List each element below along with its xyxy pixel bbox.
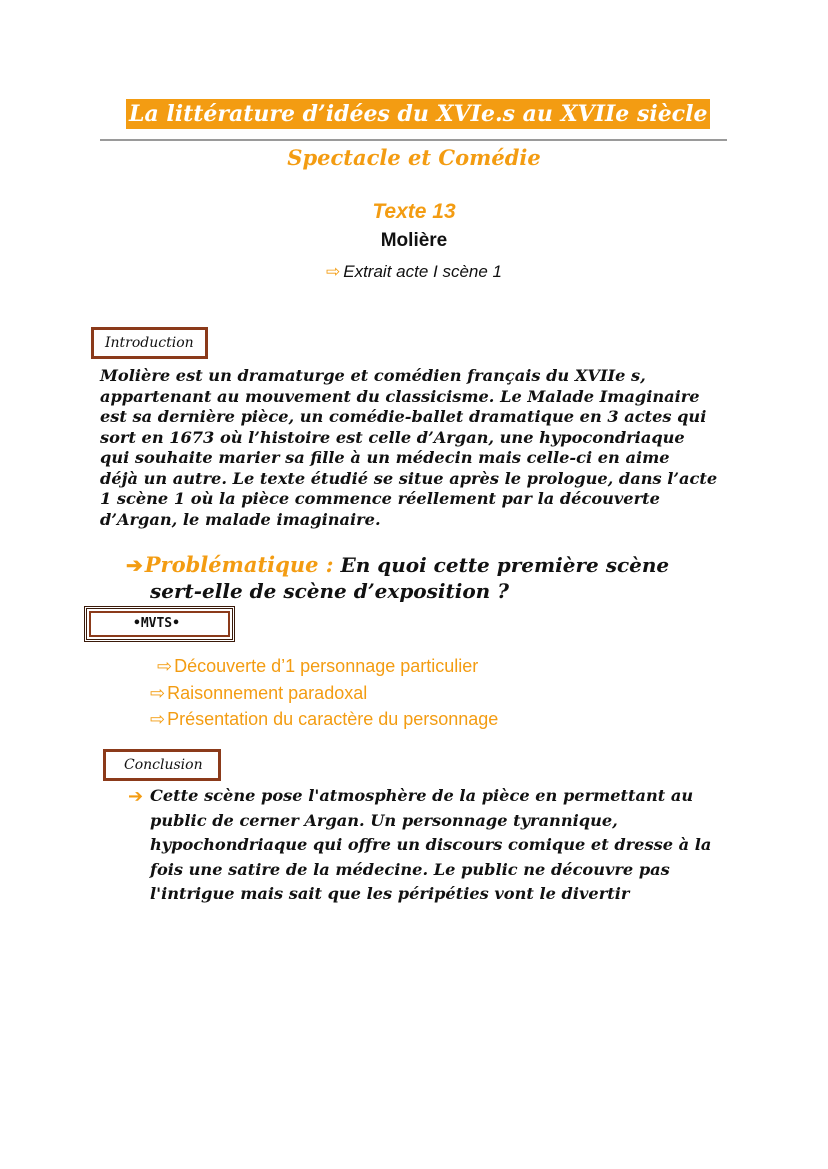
conclusion-line: l'intrigue mais sait que les péripéties vont le divertir	[150, 884, 630, 904]
right-arrow-icon: ⇨	[150, 682, 166, 703]
author-name: Molière	[380, 230, 448, 251]
introduction-line: sort en 1673 où l’histoire est celle d’Argan, une hypocondriaque	[100, 427, 685, 447]
introduction-label: Introduction	[91, 327, 208, 359]
problematique-question: En quoi cette première scène	[340, 553, 670, 577]
text-number: Texte 13	[372, 200, 456, 223]
introduction-line: est sa dernière pièce, un comédie-ballet dramatique en 3 actes qui	[100, 407, 707, 426]
movements-label: •MVTS•	[84, 606, 235, 642]
conclusion-line: fois une satire de la médecine. Le public ne découvre pas	[150, 859, 670, 879]
movement-item: ⇨ Présentation du caractère du personnage	[150, 709, 499, 729]
conclusion-line: Cette scène pose l'atmosphère de la pièce en permettant au	[150, 786, 694, 805]
problematique-question-continued: sert-elle de scène d’exposition ?	[150, 579, 509, 603]
conclusion-line: public de cerner Argan. Un personnage tyrannique,	[150, 810, 618, 830]
introduction-line: Molière est un dramaturge et comédien français du XVIIe s,	[100, 366, 646, 385]
movements-list	[150, 653, 498, 733]
introduction-line: appartenant au mouvement du classicisme. Le Malade Imaginaire	[100, 386, 700, 406]
extract-reference	[0, 262, 828, 282]
right-arrow-icon: ⇨	[150, 709, 166, 729]
introduction-line: qui souhaite marier sa fille à un médecin mais celle-ci en aime	[100, 448, 670, 467]
conclusion-label: Conclusion	[103, 749, 221, 781]
problematique-label: Problématique :	[144, 552, 334, 577]
introduction-line: déjà un autre. Le texte étudié se situe après le prologue, dans l’acte	[100, 468, 718, 488]
introduction-line: 1 scène 1 où la pièce commence réellement par la découverte	[100, 489, 660, 508]
extract-label: Extrait acte I scène 1	[343, 262, 502, 281]
movement-item: ⇨ Découverte d’1 personnage particulier	[157, 656, 479, 676]
page-subtitle: Spectacle et Comédie	[287, 145, 541, 170]
movement-item: ⇨ Raisonnement paradoxal	[150, 682, 368, 703]
right-arrow-icon: ➔	[128, 786, 144, 807]
page-title: La littérature d’idées du XVIe.s au XVIIe siècle	[126, 99, 710, 129]
conclusion-line: hypochondriaque qui offre un discours comique et dresse à la	[150, 835, 712, 855]
introduction-paragraph	[100, 366, 740, 530]
problematique	[126, 552, 766, 604]
introduction-line: d’Argan, le malade imaginaire.	[100, 509, 381, 529]
conclusion-paragraph	[150, 784, 730, 907]
problematique-line-1	[126, 552, 766, 578]
right-arrow-icon: ➔	[126, 553, 143, 577]
right-arrow-icon: ⇨	[326, 262, 341, 281]
title-divider	[100, 139, 727, 141]
right-arrow-icon: ⇨	[157, 656, 173, 676]
